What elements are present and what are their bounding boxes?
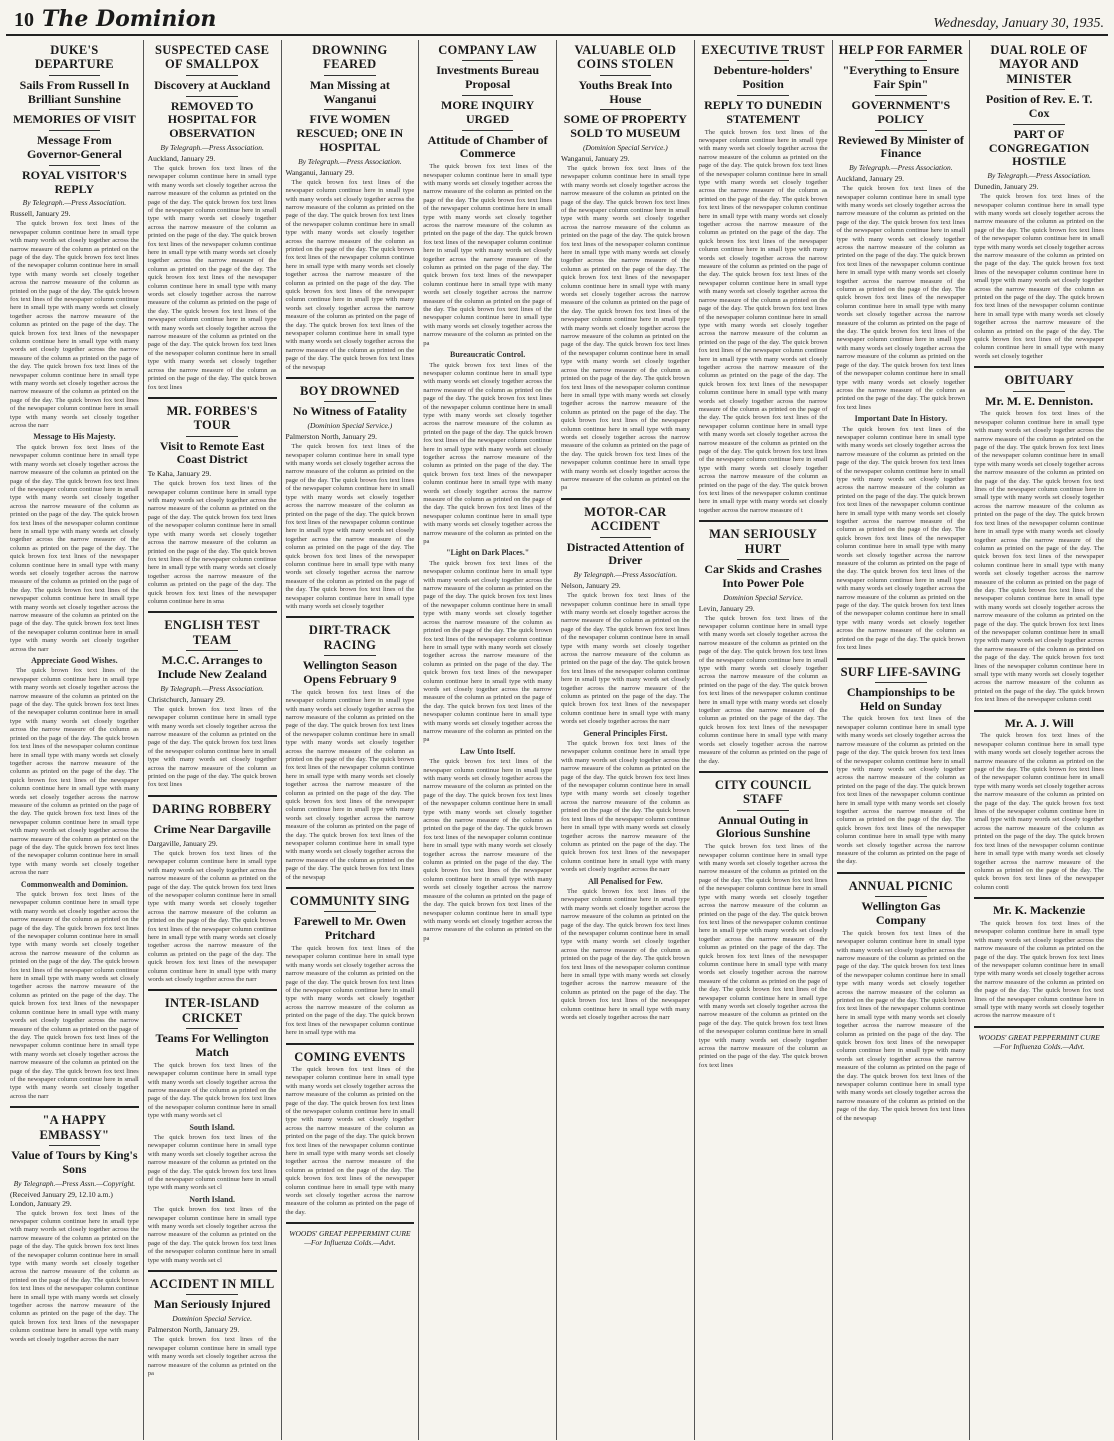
article-divider: [837, 872, 966, 874]
body-paragraph: The quick brown fox text lines of the newspaper column continue here in small type with many words set closely together across the narrow measure of the column as printed on the page of the day. The quick brown fox text lines of the newspaper column continue here in small type with many words set closely together across the narrow measure of the column as printed on the page of the day. The quick brown fox text lines of the newspaper column continue here in small type with many words set closely together across the narrow measure of the column as printed on the page of the day. The quick brown fox text lines of the newspaper column continue here in small type with many words set closely together across the narrow measure of the column as printed on the page of the day. The quick brown fox text lines of the newspaper column continue here in small type with many words set closely together across the narrow measure of the column as printed on the pa: [423, 559, 552, 744]
body-paragraph: The quick brown fox text lines of the newspaper column continue here in small type with many words set closely together across the narrow measure of the column as printed on the page of the day. The quick brown fox text lines of the newspaper column continue here in small type with many words set closely together across the narrow measure of the column as printed on the page of the day. The quick brown fox text lines of the newspaper column continue here in small type with many words set closely together across the narrow measure of the column as printed on the page of the day. The quick brown fox text lines of the newspaper column continue here in small type with many words set closely together across the narrow measure of the column as printed on the page of the day. The quick brown fox text lines of the newspaper column continue here in small type with many words set closely together across the narrow measure of the column as printed on the page of the day. The quick brown fox text lines of the newspaper column continue here in small type with many words set closely together across the narrow measure of the column as printed on the page of the day. The quick brown fox text lines: [836, 185, 966, 411]
subheadline: Position of Rev. E. T. Cox: [985, 92, 1093, 120]
headline: ANNUAL PICNIC: [848, 878, 953, 893]
deck-rule: [462, 95, 514, 96]
article: [561, 43, 690, 493]
headline: OBITUARY: [1004, 373, 1074, 388]
headline: DIRT-TRACK RACING: [308, 623, 391, 652]
article: [286, 43, 415, 372]
article: [974, 897, 1104, 1021]
body-paragraph: The quick brown fox text lines of the newspaper column continue here in small type with many words set closely together across the narrow measure of the column as printed on the page of the day. The quick brown fox text lines of the newspaper column continue here in small type with many words set closely together across the narrow measure of the column as printed on the page of the day. The quick brown fox text lines of the newspaper column continue here in small type with many words set closely together across the narrow measure of the column as printed on the page of the day. The quick brown fox text lines of the newspaper column continue here in small type with many words set closely together across the narrow measure of the column as printed on the page of the day. The quick brown fox text lines of the newspaper column continue here in small type with many words set closely together across the narrow measure of the column as printed on the page of the day. The quick brown fox text lines of the newspaper column continue here in small type with many words set closely together across the narrow measure of the column as printed on the page of the day. The quick brown fox text lines of the newspaper column continue here in small type with many words set closely together across the narrow measure of the column as printed on the page of the day. The quick brown fox text lines of the newspaper column continue here in small type with many words set closely together across the narrow measure of the column as printed on the page of the day. The quick brown fox text lines of the newspaper column continue here in small type with many words set closely together across the narrow measure of the column as printed on the pa: [561, 164, 690, 492]
credit-line: Dominion Special Service.: [172, 1314, 253, 1324]
deck-rule: [324, 75, 376, 76]
article: [10, 1106, 139, 1344]
column-2: [144, 40, 282, 1440]
deck-rule: [49, 109, 101, 110]
article-divider: [286, 887, 415, 889]
body-paragraph: The quick brown fox text lines of the newspaper column continue here in small type with many words set closely together across the narrow measure of the column as printed on the page of the day. The quick brown fox text lines of the newspaper column continue here in small type with many words set cl: [147, 1061, 277, 1120]
subheadline: Youths Break Into House: [578, 77, 673, 106]
article-body: [974, 920, 1104, 1021]
article: [10, 43, 139, 1101]
article: [974, 1026, 1104, 1051]
deck-rule: [324, 109, 376, 110]
column-1: [6, 40, 144, 1440]
body-paragraph: The quick brown fox text lines of the newspaper column continue here in small type with many words set closely together across the narrow measure of the column as printed on the page of the day. The quick brown fox text lines of the newspaper column continue here in small type with many words set closely together across the narrow measure of the column as printed on the page of the day. The quick brown fox text lines of the newspaper column continue here in small type with many words set closely together across the narrow measure of the column as printed on the page of the day. The quick brown fox text lines of the newspaper column continue here in small type with many words set closely together across the narrow measure of the column as printed on the page of the day. The quick brown fox text lines of the newspaper column continue here in small type with many words set closely together across the narrow measure of the column as printed on the page of the day. The quick brown fox text lines of the newspaper column continue here in small type with many words set closely together across the narrow measure of the column as printed on the page of the day. The quick brown fox text lines: [698, 843, 828, 1069]
headline: DUKE'S DEPARTURE: [34, 43, 114, 72]
section-caption: Bureaucratic Control.: [450, 350, 526, 360]
deck-rule: [324, 655, 376, 656]
credit-line: (Dominion Special Service.): [582, 142, 668, 152]
dateline: Wanganui, January 29.: [285, 167, 355, 177]
headline: MAN SERIOUSLY HURT: [709, 527, 818, 556]
article-body: [148, 1062, 277, 1265]
deck-rule: [737, 95, 789, 96]
article: [699, 43, 828, 515]
dateline: Russell, January 29.: [10, 209, 71, 219]
section-caption: Important Date In History.: [854, 414, 948, 424]
article-body: [148, 850, 277, 985]
section-caption: "Light on Dark Places.": [446, 548, 530, 558]
column-6: [695, 40, 833, 1440]
article: [148, 1270, 277, 1378]
deck-rule: [186, 96, 238, 97]
section-caption: Law Unto Itself.: [459, 746, 516, 756]
deck-rule: [462, 60, 514, 61]
deck-rule: [324, 401, 376, 402]
deck-rule: [875, 95, 927, 96]
article: [837, 872, 966, 1123]
section-caption: All Penalised for Few.: [588, 876, 663, 886]
credit-line: By Telegraph.—Press Association.: [160, 683, 264, 693]
deck-rule: [49, 130, 101, 131]
body-paragraph: The quick brown fox text lines of the newspaper column continue here in small type with many words set closely together across the narrow measure of the column as printed on the page of the day. The quick brown fox text lines of the newspaper column continue here in small type with many words set closely together across the narrow measure of the column as printed on the page of the day. The quick brown fox text lines of the newspaper column continue here in small type with many words set closely together across the narrow measure of the column as printed on the page of the day. The quick brown fox text lines of the newspaper column continue here in small type with many words set closely together across the narrow measure of the column as printed on the page of the day. The quick brown fox text lines of the newspaper column continue here in small type with many words set closely together across the narrow measure of the column as printed on the page of the day. The quick brown fox text lines of the newspaper column continue here in small type with many words set closely together across the narrow measure of the column as printed on the page of the day. The quick brown fox text lines of the newspaper column continue here in small type with many words set closely together across the narrow measure of the column as printed on the page of the day. The quick brown fox text lines of the newspaper column continue here in small type with many words set closely together across the narrow measure of the column as printed on the page of the day. The quick brown fox text lines of the newspaper column conti: [974, 410, 1104, 704]
section-caption: Appreciate Good Wishes.: [31, 656, 118, 666]
body-paragraph: The quick brown fox text lines of the newspaper column continue here in small type with many words set closely together across the narrow measure of the column as printed on the page of the day. The quick brown fox text lines of the newspaper column continue here in small type with many words set closely together across the narrow measure of the column as printed on the page of the day. The quick brown fox text lines of the newspaper column continue here in small type with many words set closely together across the narrow measure of the column as printed on the page of the day. The quick brown fox text lines of the newspaper column continue here in small type with many words set closely together across the narr: [10, 1209, 139, 1343]
dateline: Dargaville, January 29.: [147, 838, 218, 848]
article: [699, 771, 828, 1070]
body-paragraph: The quick brown fox text lines of the newspaper column continue here in small type with many words set closely together across the narrow measure of the column as printed on the page of the day. The quick brown fox text lines of the newspaper column continue here in small type with many words set closely together across the narrow measure of the column as printed on the page of the day. The quick brown fox text lines of the newspaper column continue here in small type with many words set closely together across the narrow measure of the column as printed on the page of the day. The quick brown fox text lines of the newspaper column continue here in sma: [147, 480, 277, 605]
headline: COMMUNITY SING: [289, 894, 410, 909]
article-divider: [974, 897, 1104, 899]
deck-rule: [600, 109, 652, 110]
subheadline: GOVERNMENT'S POLICY: [851, 97, 951, 126]
article-divider: [286, 377, 415, 379]
headline: MR. FORBES'S TOUR: [166, 403, 258, 433]
section-caption: General Principles First.: [583, 728, 668, 738]
subheadline: Annual Outing in Glorious Sunshine: [715, 812, 811, 841]
article-body: [148, 1336, 277, 1378]
headline: ACCIDENT IN MILL: [149, 1277, 275, 1292]
subheadline: FIVE WOMEN RESCUED; ONE IN HOSPITAL: [296, 112, 404, 154]
article-body: [699, 843, 828, 1070]
article-divider: [148, 1270, 277, 1272]
section-caption: Commonwealth and Dominion.: [20, 879, 128, 889]
headline: BOY DROWNED: [300, 384, 400, 399]
credit-line: Dominion Special Service.: [723, 592, 804, 602]
headline: "A HAPPY EMBASSY": [39, 1113, 110, 1142]
paper-name: The Dominion: [42, 6, 217, 32]
headline: ENGLISH TEST TEAM: [164, 618, 260, 647]
article-body: [286, 443, 415, 611]
deck-rule: [324, 911, 376, 912]
headline: DROWNING FEARED: [312, 43, 388, 72]
dateline: Wanganui, January 29.: [561, 153, 630, 163]
subheadline: Crime Near Dargaville: [153, 822, 271, 837]
article-body: [699, 615, 828, 766]
deck-rule: [49, 165, 101, 166]
body-paragraph: The quick brown fox text lines of the newspaper column continue here in small type with many words set closely together across the narrow measure of the column as printed on the page of the day. The quick brown fox text lines of the newspaper column continue here in small type with many words set closely together across the narrow measure of the column as printed on the page of the day. The quick brown fox text lines of the newspaper column continue here in small type with many words set closely together across the narrow measure of the column as printed on the page of the day. The quick brown fox text lines of the newspaper column continue here in small type with many words set closely together across the narrow measure of the column as printed on the page of the day. The quick brown fox text lines of the newspaper column continue here in small type with many words set closely together: [285, 443, 415, 610]
subheadline: ROYAL VISITOR'S REPLY: [21, 167, 127, 196]
article-divider: [148, 397, 277, 399]
section-caption: Message to His Majesty.: [33, 432, 116, 442]
article-divider: [974, 366, 1104, 368]
subheadline: Mr. M. E. Denniston.: [985, 393, 1094, 408]
body-paragraph: The quick brown fox text lines of the newspaper column continue here in small type with many words set closely together across the narrow measure of the column as printed on the page of the day. The quick brown fox text lines of the newspaper column continue here in small type with many words set closely together across the narrow measure of the column as printed on the page of the day. The quick brown fox text lines of the newspaper column continue here in small type with many words set closely together across the narrow measure of the column as printed on the page of the day. The quick brown fox text lines of the newspaper column continue here in small type with many words set closely together across the narrow measure of the column as printed on the page of the day. The quick brown fox text lines of the newspaper column continue here in small type with many words set closely together across the narrow measure of the column as printed on the page of the day. The quick brown fox text lines of the newspaper column continue here in small type with many words set closely together across the narr: [10, 891, 139, 1100]
credit-line: By Telegraph.—Press Association.: [298, 156, 402, 166]
headline: INTER-ISLAND CRICKET: [164, 996, 260, 1025]
article-body: [286, 945, 415, 1037]
subheadline: Visit to Remote East Coast District: [159, 438, 265, 467]
article-divider: [286, 616, 415, 618]
columns: [6, 40, 1108, 1440]
column-3: [282, 40, 420, 1440]
article: [286, 616, 415, 882]
article: [837, 43, 966, 653]
body-paragraph: The quick brown fox text lines of the newspaper column continue here in small type with many words set closely together across the narrow measure of the column as printed on the page of the day. The quick brown fox text lines of the newspaper column continue here in small type with many words set closely together across the narrow measure of the column as printed on the page of the day. The quick brown fox text lines of the newspaper column continue here in small type with many words set closely together across the narrow measure of the column as printed on the page of the day. The quick brown fox text lines of the newspaper column continue here in small type with many words set closely together across the narrow measure of the column as printed on the page of the day. The quick brown fox text lines of the newspaper column continue here in small type with many words set closely together across the narrow measure of the column as printed on the pa: [423, 361, 552, 546]
body-paragraph: The quick brown fox text lines of the newspaper column continue here in small type with many words set closely together across the narrow measure of the column as printed on the page of the day. The quick brown fox text lines of the newspaper column continue here in small type with many words set closely together across the narrow measure of the column as printed on the page of the day. The quick brown fox text lines of the newspaper column continue here in small type with many words set closely together across the narrow measure of the column as printed on the page of the day. The quick brown fox text lines of the newspaper column continue here in small type with many words set closely together across the narrow measure of the column as printed on the page of the day.: [836, 715, 966, 866]
article-body: [10, 1210, 139, 1345]
article-body: [10, 220, 139, 1101]
column-7: [833, 40, 971, 1440]
body-paragraph: The quick brown fox text lines of the newspaper column continue here in small type with many words set closely together across the narrow measure of the column as printed on the page of the day. The quick brown fox text lines of the newspaper column continue here in small type with many words set closely together across the narrow measure of the column as printed on the page of the day. The quick brown fox text lines of the newspaper column continue here in small type with many words set closely together across the narrow measure of the column as printed on the page of the day. The quick brown fox text lines of the newspaper column continue here in small type with many words set closely together across the narr: [561, 592, 690, 726]
deck-rule: [1013, 89, 1065, 90]
credit-line: WOODS' GREAT PEPPERMINT CURE —For Influenza Colds.—Advt.: [289, 1229, 411, 1248]
headline: SUSPECTED CASE OF SMALLPOX: [154, 43, 270, 72]
body-paragraph: The quick brown fox text lines of the newspaper column continue here in small type with many words set closely together across the narrow measure of the column as printed on the page of the day. The quick brown fox text lines of the newspaper column continue here in small type with many words set closely together across the narrow measure of the column as printed on the page of the day. The quick brown fox text lines of the newspaper column continue here in small type with many words set closely together across the narrow measure of the column as printed on the page of the day. The quick brown fox text lines of the newspaper column continue here in small type with many words set closely together across the narrow measure of the column as printed on the page of the day. The quick brown fox text lines of the newspaper column continue here in small type with many words set closely together across the narrow measure of the column as printed on the page of the day. The quick brown fox text lines of the newspap: [285, 178, 415, 371]
issue-date: Wednesday, January 30, 1935.: [933, 16, 1104, 31]
subheadline: Value of Tours by King's Sons: [11, 1147, 138, 1176]
headline: CITY COUNCIL STAFF: [714, 777, 812, 807]
article: [148, 43, 277, 392]
article: [148, 795, 277, 985]
article-divider: [286, 1043, 415, 1045]
credit-line: WOODS' GREAT PEPPERMINT CURE —For Influenza Colds.—Advt.: [978, 1032, 1100, 1051]
deck-rule: [186, 650, 238, 651]
subheadline: PART OF CONGREGATION HOSTILE: [988, 126, 1090, 169]
deck-rule: [186, 436, 238, 437]
credit-line: By Telegraph.—Press Association.: [160, 142, 264, 152]
article: [974, 43, 1104, 361]
column-5: [557, 40, 695, 1440]
body-paragraph: The quick brown fox text lines of the newspaper column continue here in small type with many words set closely together across the narrow measure of the column as printed on the page of the day. The quick brown fox text lines of the newspaper column continue here in small type with many words set closely together across the narrow measure of the column as printed on the page of the day. The quick brown fox text lines of the newspaper column continue here in small type with many words set closely together across the narrow measure of the column as printed on the page of the day. The quick brown fox text lines of the newspaper column continue here in small type with many words set closely together across the narrow measure of the column as printed on the page of the day. The quick brown fox text lines of the newspaper column continue here in small type with many words set closely together across the narrow measure of the column as printed on the page of the day. The quick brown fox text lines of the newspap: [836, 929, 966, 1122]
article-divider: [974, 1026, 1104, 1028]
article: [974, 710, 1104, 893]
deck-rule: [737, 60, 789, 61]
article-body: [423, 163, 552, 943]
subheadline: Man Missing at Wanganui: [309, 77, 390, 106]
deck-rule: [875, 896, 927, 897]
subheadline: "Everything to Ensure Fair Spin": [842, 63, 960, 92]
body-paragraph: The quick brown fox text lines of the newspaper column continue here in small type with many words set closely together across the narrow measure of the column as printed on the page of the day. The quick brown fox text lines of the newspaper column continue here in small type with many words set closely together across the narrow measure of the column as printed on the page of the day. The quick brown fox text lines of the newspaper column continue here in small type with ma: [285, 945, 415, 1037]
subheadline: Discovery at Auckland: [154, 77, 271, 92]
article-body: [837, 185, 966, 652]
dateline: Palmerston North, January 29.: [285, 432, 377, 442]
article-body: [148, 706, 277, 790]
dateline: Te Kaha, January 29.: [147, 469, 212, 479]
subheadline: MORE INQUIRY URGED: [441, 97, 535, 126]
column-8: [970, 40, 1108, 1440]
deck-rule: [1013, 391, 1065, 392]
subheadline: Wellington Season Opens February 9: [302, 658, 398, 686]
body-paragraph: The quick brown fox text lines of the newspaper column continue here in small type with many words set closely together across the narrow measure of the column as printed on the page of the day. The quick brown fox text lines of the newspaper column continue here in small type with many words set closely together across the narrow measure of the column as printed on the page of the day. The quick brown fox text lines of the newspaper column continue here in small type with many words set closely together across the narrow measure of the column as printed on the page of the day. The quick brown fox text lines of the newspaper column continue here in small type with many words set closely together across the narrow measure of the column as printed on the page of the day.: [285, 1065, 415, 1216]
dateline: Auckland, January 29.: [836, 174, 904, 184]
subheadline: Mr. A. J. Will: [1004, 715, 1074, 730]
subheadline: Sails From Russell In Brilliant Sunshine: [19, 77, 130, 106]
column-4: [419, 40, 557, 1440]
article: [423, 43, 552, 943]
article: [148, 397, 277, 606]
article-divider: [148, 795, 277, 797]
credit-line: (Dominion Special Service.): [307, 421, 393, 431]
article-body: [974, 732, 1104, 892]
article-divider: [699, 520, 828, 522]
subheadline: Message From Governor-General: [26, 133, 122, 161]
deck-rule: [875, 60, 927, 61]
body-paragraph: The quick brown fox text lines of the newspaper column continue here in small type with many words set closely together across the narrow measure of the column as printed on the page of the day. The quick brown fox text lines of the newspaper column continue here in small type with many words set closely together across the narrow measure of the column as printed on the page of the day. The quick brown fox text lines of the newspaper column continue here in small type with many words set closely together across the narrow measure of the column as printed on the page of the day. The quick brown fox text lines of the newspaper column continue here in small type with many words set closely together across the narr: [147, 849, 277, 984]
body-paragraph: The quick brown fox text lines of the newspaper column continue here in small type with many words set closely together across the narrow measure of the column as printed on the page of the day. The quick brown fox text lines of the newspaper column continue here in small type with many words set closely together across the narrow measure of the column as printed on the page of the day. The quick brown fox text lines of the newspaper column continue here in small type with many words set closely together across the narrow measure of the column as printed on the page of the day. The quick brown fox text lines of the newspaper column continue here in small type with many words set closely together across the narrow measure of the column as printed on the page of the day. The quick brown fox text lines of the newspaper column continue here in small type with many words set closely together across the narrow measure of the column as printed on the page of the day. The quick brown fox text lines of the newspaper column continue here in small type with many words set closely together across the narr: [10, 667, 139, 877]
deck-rule: [186, 75, 238, 76]
article-body: [148, 480, 277, 606]
headline: DUAL ROLE OF MAYOR AND MINISTER: [990, 43, 1088, 86]
article: [286, 1043, 415, 1218]
body-paragraph: The quick brown fox text lines of the newspaper column continue here in small type with many words set closely together across the narrow measure of the column as printed on the page of the day. The quick brown fox text lines of the newspaper column continue here in small type with many words set closely together across the narrow measure of the column as printed on the page of the day. The quick brown fox text lines of the newspaper column continue here in small type with many words set closely together across the narrow measure of the column as printed on the page of the day. The quick brown fox text lines of the newspaper column continue here in small type with many words set closely together across the narrow measure of the column as printed on the page of the day. The quick brown fox text lines of the newspaper column continue here in small type with many words set closely together: [974, 193, 1104, 360]
deck-rule: [600, 537, 652, 538]
article-body: [561, 165, 690, 493]
article: [974, 366, 1104, 704]
body-paragraph: The quick brown fox text lines of the newspaper column continue here in small type with many words set closely together across the narrow measure of the column as printed on the page of the day. The quick brown fox text lines of the newspaper column continue here in small type with many words set closely together across the narrow measure of the column as printed on the page of the day. The quick brown fox text lines of the newspaper column continue here in small type with many words set closely together across the narrow measure of the column as printed on the page of the day. The quick brown fox text lines of the newspaper column continue here in small type with many words set closely together across the narrow measure of the column as printed on the page of the day. The quick brown fox text lines of the newspaper column continue here in small type with many words set closely together across the narrow measure of the column as printed on the page of the day. The quick brown fox text lines of the newspaper column continue here in small type with many words set closely together across the narr: [10, 220, 139, 430]
body-paragraph: The quick brown fox text lines of the newspaper column continue here in small type with many words set closely together across the narrow measure of the column as printed on the page of the day. The quick brown fox text lines of the newspaper column continue here in small type with many words set closely together across the narrow measure of the column as printed on the page of the day. The quick brown fox text lines of the newspaper column continue here in small type with many words set closely together across the narrow measure of the column as printed on the page of the day. The quick brown fox text lines of the newspaper column continue here in small type with many words set closely together across the narrow measure of the column as printed on the page of the day. The quick brown fox text lines of the newspaper column continue here in small type with many words set closely together across the narrow measure of the column as printed on the page of the day. The quick brown fox text lines of the newspaper column continue here in small type with many words set closely together across the narr: [10, 443, 139, 653]
article-divider: [10, 1106, 139, 1108]
dateline: Nelson, January 29.: [561, 581, 621, 591]
article: [148, 989, 277, 1265]
headline: COMPANY LAW: [438, 43, 538, 57]
deck-rule: [186, 819, 238, 820]
deck-rule: [186, 1294, 238, 1295]
credit-line: By Telegraph.—Press Association.: [987, 171, 1091, 181]
subheadline: Man Seriously Injured: [153, 1297, 271, 1312]
section-caption: North Island.: [189, 1194, 236, 1204]
article: [561, 498, 690, 1023]
article: [148, 611, 277, 789]
body-paragraph: The quick brown fox text lines of the newspaper column continue here in small type with many words set closely together across the narrow measure of the column as printed on the page of the day. The quick brown fox text lines of the newspaper column continue here in small type with many words set closely together across the narrow measure of the column as printed on the page of the day. The quick brown fox text lines of the newspaper column continue here in small type with many words set closely together across the narrow measure of the column as printed on the page of the day. The quick brown fox text lines of the newspaper column continue here in small type with many words set closely together across the narrow measure of the column as printed on the page of the day. The quick brown fox text lines of the newspaper column continue here in small type with many words set closely together across the narrow measure of the column as printed on the page of the day. The quick brown fox text lines of the newspap: [285, 688, 415, 881]
body-paragraph: The quick brown fox text lines of the newspaper column continue here in small type with many words set closely together across the narrow measure of the column as printed on the page of the day. The quick brown fox text lines of the newspaper column continue here in small type with many words set closely together across the narrow measure of the column as printed on the page of the day. The quick brown fox text lines of the newspaper column continue here in small type with many words set closely together across the narrow measure of the column as printed on the page of the day. The quick brown fox text lines of the newspaper column continue here in small type with many words set closely together across the narrow measure of the column as printed on the page of the day. The quick brown fox text lines of the newspaper column continue here in small type with many words set closely together across the narrow measure of the column as printed on the pa: [423, 163, 552, 347]
body-paragraph: The quick brown fox text lines of the newspaper column continue here in small type with many words set closely together across the narrow measure of the column as printed on the page of the day. The quick brown fox text lines of the newspaper column continue here in small type with many words set closely together across the narrow measure of the column as printed on the page of the day. The quick brown fox text lines of the newspaper column continue here in small type with many words set closely together across the narrow measure of the column as printed on the page of the day. The quick brown fox text lines of the newspaper column continue here in small type with many words set closely together across the narrow measure of the column as printed on the page of the day. The quick brown fox text lines of the newspaper column continue here in small type with many words set closely together across the narrow measure of the column as printed on the page of the day. The quick brown fox text lines of the newspaper column continue here in small type with many words set closely together across the narrow measure of the column as printed on the page of the day. The quick brown fox text lines: [836, 425, 966, 652]
section-caption: South Island.: [189, 1122, 235, 1132]
dateline: Christchurch, January 29.: [147, 694, 225, 704]
subheadline: Farewell to Mr. Owen Pritchard: [293, 914, 406, 943]
body-paragraph: The quick brown fox text lines of the newspaper column continue here in small type with many words set closely together across the narrow measure of the column as printed on the page of the day. The quick brown fox text lines of the newspaper column continue here in small type with many words set closely together across the narrow measure of the column as printed on the page of the day. The quick brown fox text lines of the newspaper column continue here in small type with many words set closely together across the narrow measure of the column as printed on the page of the day. The quick brown fox text lines of the newspaper column continue here in small type with many words set closely together across the narrow measure of the column as printed on the page of the day. The quick brown fox text lines of the newspaper column continue here in small type with many words set closely together across the narrow measure of the column as printed on the page of the day. The quick brown fox text lines of the newspaper column continue here in small type with many words set closely together across the narrow measure of the column as printed on the page of the day. The quick brown fox text lines: [147, 164, 277, 391]
subheadline: REMOVED TO HOSPITAL FOR OBSERVATION: [167, 98, 257, 141]
deck-rule: [875, 682, 927, 683]
deck-rule: [875, 130, 927, 131]
body-paragraph: The quick brown fox text lines of the newspaper column continue here in small type with many words set closely together across the narrow measure of the column as printed on the page of the day. The quick brown fox text lines of the newspaper column continue here in small type with many words set closely together across the narrow measure of the column as printed on the page of the day. The quick brown fox text lines of the newspaper column continue here in small type with many words set closely together across the narrow measure of t: [974, 919, 1104, 1020]
subheadline: MEMORIES OF VISIT: [13, 112, 136, 127]
subheadline: SOME OF PROPERTY SOLD TO MUSEUM: [563, 112, 687, 141]
article: [699, 520, 828, 766]
credit-line: By Telegraph.—Press Association.: [22, 198, 127, 208]
deck-rule: [600, 75, 652, 76]
subheadline: No Witness of Fatality: [292, 404, 407, 419]
headline: HELP FOR FARMER: [838, 43, 964, 57]
subheadline: Distracted Attention of Driver: [566, 539, 685, 568]
article-divider: [699, 771, 828, 773]
headline: MOTOR-CAR ACCIDENT: [584, 504, 667, 534]
dateline: Auckland, January 29.: [147, 153, 216, 163]
article: [286, 377, 415, 611]
article-divider: [974, 710, 1104, 712]
headline: VALUABLE OLD COINS STOLEN: [574, 43, 677, 72]
article-body: [286, 1066, 415, 1217]
masthead: [6, 0, 1108, 36]
headline: EXECUTIVE TRUST: [701, 43, 825, 57]
deck-rule: [737, 810, 789, 811]
subheadline: M.C.C. Arranges to Include New Zealand: [157, 653, 267, 681]
article: [286, 1222, 415, 1247]
dateline: Dunedin, January 29.: [974, 182, 1039, 192]
article-body: [286, 179, 415, 372]
dateline: Palmerston North, January 29.: [147, 1325, 240, 1335]
body-paragraph: The quick brown fox text lines of the newspaper column continue here in small type with many words set closely together across the narrow measure of the column as printed on the page of the day. The quick brown fox text lines of the newspaper column continue here in small type with many words set closely together across the narrow measure of the column as printed on the page of the day. The quick brown fox text lines of the newspaper column continue here in small type with many words set closely together across the narrow measure of the column as printed on the page of the day. The quick brown fox text lines of the newspaper column continue here in small type with many words set closely together across the narrow measure of the column as printed on the page of the day. The quick brown fox text lines of the newspaper column continue here in small type with many words set closely together across the narrow measure of the column as printed on the page of the day. The quick brown fox text lines of the newspaper column continue here in small type with many words set closely together across the narrow measure of the column as printed on the page of the day. The quick brown fox text lines of the newspaper column continue here in small type with many words set closely together across the narrow measure of the column as printed on the page of the day. The quick brown fox text lines of the newspaper column continue here in small type with many words set closely together across the narrow measure of the column as printed on the page of the day. The quick brown fox text lines of the newspaper column continue here in small type with many words set closely together across the narrow measure of the column as printed on the page of the day. The quick brown fox text lines of the newspaper column continue here in small type with many words set closely together across the narrow measure of the column as printed on the page of the day. The quick brown fox text lines of the newspaper column continue here in small type with many words set closely together across the narrow measure of t: [698, 128, 828, 514]
article-body: [561, 592, 690, 1022]
subheadline: Mr. K. Mackenzie: [993, 903, 1086, 918]
deck-rule: [49, 75, 101, 76]
body-paragraph: The quick brown fox text lines of the newspaper column continue here in small type with many words set closely together across the narrow measure of the column as printed on the page of the day. The quick brown fox text lines of the newspaper column continue here in small type with many words set closely together across the narrow measure of the column as printed on the page of the day. The quick brown fox text lines of the newspaper column continue here in small type with many words set closely together across the narrow measure of the column as printed on the page of the day. The quick brown fox text lines of the newspaper column continue here in small type with many words set closely together across the narrow measure of the column as printed on the page of the day.: [698, 614, 828, 765]
body-paragraph: The quick brown fox text lines of the newspaper column continue here in small type with many words set closely together across the narrow measure of the column as printed on the page of the day. The quick brown fox text lines of the newspaper column continue here in small type with many words set closely together across the narrow measure of the column as printed on the page of the day. The quick brown fox text lines of the newspaper column continue here in small type with many words set closely together across the narrow measure of the column as printed on the page of the day. The quick brown fox text lines of the newspaper column continue here in small type with many words set closely together across the narr: [561, 740, 690, 874]
deck-rule: [186, 1028, 238, 1029]
article-divider: [837, 658, 966, 660]
article-body: [148, 165, 277, 392]
article: [837, 658, 966, 867]
article-body: [837, 930, 966, 1123]
deck-rule: [49, 1145, 101, 1146]
credit-line: By Telegraph.—Press Association.: [573, 570, 678, 580]
subheadline: Debenture-holders' Position: [713, 63, 813, 92]
article-divider: [148, 611, 277, 613]
subheadline: Attitude of Chamber of Commerce: [427, 132, 548, 161]
body-paragraph: The quick brown fox text lines of the newspaper column continue here in small type with many words set closely together across the narrow measure of the column as printed on the page of the day. The quick brown fox text lines of the newspaper column continue here in small type with many words set closely together across the narrow measure of the column as printed on the page of the day. The quick brown fox text lines of the newspaper column continue here in small type with many words set closely together across the narrow measure of the column as printed on the page of the day. The quick brown fox text lines of the newspaper column continue here in small type with many words set closely together across the narrow measure of the column as printed on the page of the day. The quick brown fox text lines of the newspaper column conti: [974, 732, 1104, 891]
credit-line: By Telegraph.—Press Assn.—Copyright.: [13, 1178, 136, 1188]
body-paragraph: The quick brown fox text lines of the newspaper column continue here in small type with many words set closely together across the narrow measure of the column as printed on the pa: [147, 1336, 277, 1377]
article-body: [286, 689, 415, 882]
subheadline: Championships to be Held on Sunday: [846, 684, 955, 713]
article-body: [699, 129, 828, 516]
subheadline: Car Skids and Crashes Into Power Pole: [704, 562, 822, 590]
subheadline: Teams For Wellington Match: [155, 1031, 269, 1059]
article: [286, 887, 415, 1037]
dateline: (Received January 29, 12.10 a.m.) London, January 29.: [10, 1189, 113, 1208]
article-divider: [286, 1222, 415, 1224]
article-divider: [561, 498, 690, 500]
subheadline: Reviewed By Minister of Finance: [837, 132, 964, 161]
article-body: [974, 410, 1104, 704]
deck-rule: [737, 559, 789, 560]
deck-rule: [1013, 124, 1065, 125]
headline: SURF LIFE-SAVING: [840, 664, 962, 679]
subheadline: Wellington Gas Company: [861, 899, 941, 927]
body-paragraph: The quick brown fox text lines of the newspaper column continue here in small type with many words set closely together across the narrow measure of the column as printed on the page of the day. The quick brown fox text lines of the newspaper column continue here in small type with many words set cl: [147, 1206, 277, 1264]
article-body: [974, 193, 1104, 361]
deck-rule: [462, 130, 514, 131]
body-paragraph: The quick brown fox text lines of the newspaper column continue here in small type with many words set closely together across the narrow measure of the column as printed on the page of the day. The quick brown fox text lines of the newspaper column continue here in small type with many words set closely together across the narrow measure of the column as printed on the page of the day. The quick brown fox text lines of the newspaper column continue here in small type with many words set closely together across the narrow measure of the column as printed on the page of the day. The quick brown fox text lines of the newspaper column continue here in small type with many words set closely together across the narrow measure of the column as printed on the page of the day. The quick brown fox text lines of the newspaper column continue here in small type with many words set closely together across the narrow measure of the column as printed on the pa: [423, 758, 552, 942]
headline: DARING ROBBERY: [152, 801, 272, 816]
dateline: Levin, January 29.: [698, 603, 755, 613]
subheadline: REPLY TO DUNEDIN STATEMENT: [704, 97, 823, 126]
body-paragraph: The quick brown fox text lines of the newspaper column continue here in small type with many words set closely together across the narrow measure of the column as printed on the page of the day. The quick brown fox text lines of the newspaper column continue here in small type with many words set closely together across the narrow measure of the column as printed on the page of the day. The quick brown fox text lines of the newspaper column continue here in small type with many words set closely together across the narrow measure of the column as printed on the page of the day. The quick brown fox text lines of the newspaper column continue here in small type with many words set closely together across the narr: [561, 887, 690, 1022]
body-paragraph: The quick brown fox text lines of the newspaper column continue here in small type with many words set closely together across the narrow measure of the column as printed on the page of the day. The quick brown fox text lines of the newspaper column continue here in small type with many words set cl: [147, 1134, 277, 1192]
body-paragraph: The quick brown fox text lines of the newspaper column continue here in small type with many words set closely together across the narrow measure of the column as printed on the page of the day. The quick brown fox text lines of the newspaper column continue here in small type with many words set closely together across the narrow measure of the column as printed on the page of the day. The quick brown fox text lines: [147, 705, 277, 789]
page-number: 10: [14, 9, 34, 31]
article-divider: [148, 989, 277, 991]
headline: COMING EVENTS: [294, 1049, 406, 1064]
subheadline: Investments Bureau Proposal: [436, 63, 540, 92]
article-body: [837, 715, 966, 866]
credit-line: By Telegraph.—Press Association.: [849, 163, 953, 173]
